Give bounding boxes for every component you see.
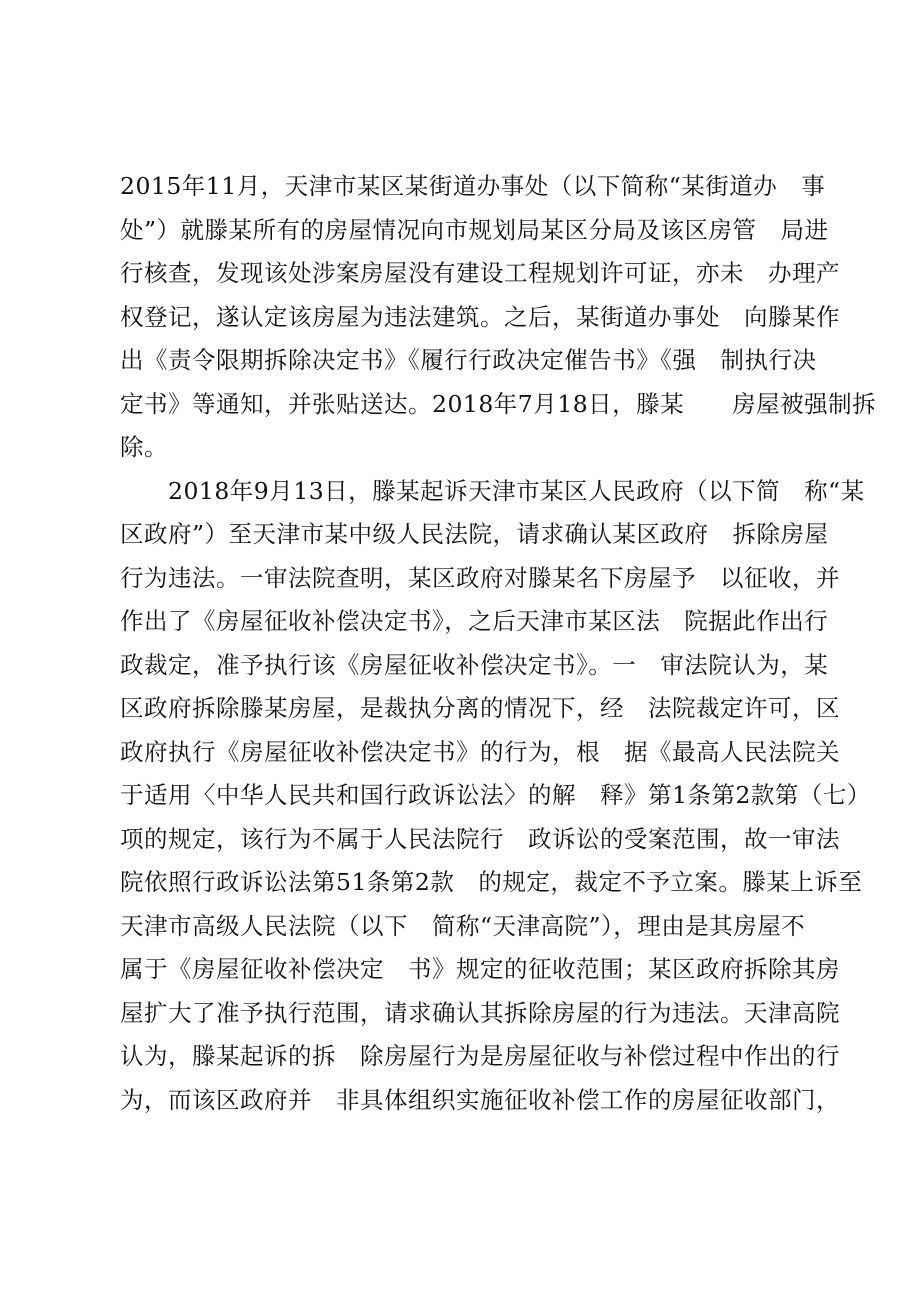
paragraph-line: 于适用〈中华人民共和国行政诉讼法〉的解 释》第1条第2款第（七）: [120, 781, 871, 809]
paragraph-line: 区政府”）至天津市某中级人民法院，请求确认某区政府 拆除房屋: [120, 520, 829, 548]
paragraph-1: [120, 168, 877, 473]
paragraph-line: 权登记，遂认定该房屋为违法建筑。之后，某街道办事处 向滕某作: [120, 302, 840, 331]
paragraph-line: 行为违法。一审法院查明，某区政府对滕某名下房屋予 以征收，并: [120, 563, 840, 592]
paragraph-line: 处”）就滕某所有的房屋情况向市规划局某区分局及该区房管 局进: [120, 215, 829, 244]
paragraph-line: 项的规定，该行为不属于人民法院行 政诉讼的受案范围，故一审法: [120, 824, 840, 853]
paragraph-line: 出《责令限期拆除决定书》《履行行政决定催告书》《强 制执行决: [120, 346, 817, 374]
paragraph-line: 政裁定，准予执行该《房屋征收补偿决定书》。一 审法院认为，某: [120, 650, 829, 679]
paragraph-line: 除。: [120, 433, 168, 461]
paragraph-2: [120, 473, 871, 1126]
paragraph-line: 区政府拆除滕某房屋，是裁执分离的情况下，经 法院裁定许可，区: [120, 694, 840, 722]
paragraph-line: 作出了《房屋征收补偿决定书》，之后天津市某区法 院据此作出行: [120, 607, 829, 635]
paragraph-line: 屋扩大了准予执行范围，请求确认其拆除房屋的行为违法。天津高院: [120, 998, 840, 1027]
document-body: [120, 168, 877, 1125]
paragraph-line: 院依照行政诉讼法第51条第2款 的规定，裁定不予立案。滕某上诉至: [120, 868, 863, 896]
paragraph-line: 为，而该区政府并 非具体组织实施征收补偿工作的房屋征收部门，: [120, 1085, 840, 1114]
paragraph-line: 2018年9月13日，滕某起诉天津市某区人民政府（以下简 称“某: [168, 476, 865, 505]
paragraph-line: 2015年11月，天津市某区某街道办事处（以下简称“某街道办 事: [120, 172, 826, 200]
paragraph-line: 属于《房屋征收补偿决定 书》规定的征收范围；某区政府拆除其房: [120, 955, 840, 983]
paragraph-line: 认为，滕某起诉的拆 除房屋行为是房屋征收与补偿过程中作出的行: [120, 1042, 840, 1070]
paragraph-line: 定书》等通知，并张贴送达。2018年7月18日，滕某 房屋被强制拆: [120, 389, 877, 418]
paragraph-line: 政府执行《房屋征收补偿决定书》的行为，根 据《最高人民法院关: [120, 737, 840, 766]
paragraph-line: 天津市高级人民法院（以下 简称“天津高院”），理由是其房屋不: [120, 911, 806, 940]
paragraph-line: 行核查，发现该处涉案房屋没有建设工程规划许可证，亦未 办理产: [120, 259, 840, 287]
